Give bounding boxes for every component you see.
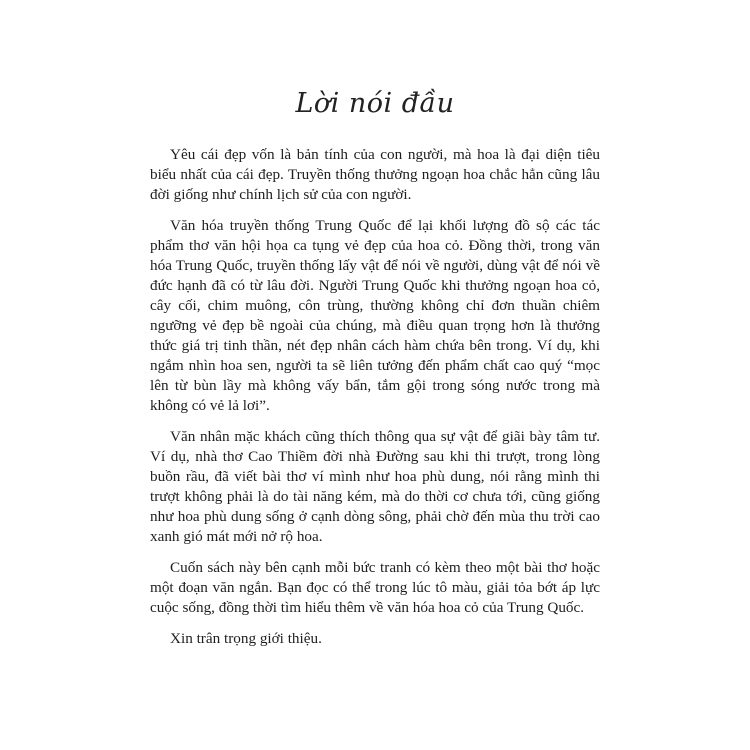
- paragraph-1: Yêu cái đẹp vốn là bản tính của con người, mà hoa là đại diện tiêu biểu nhất của cái đẹp. Truyền thống thưởng ngoạn hoa chắc hẳn cũng lâu đời giống như chính lịch sử của con người.: [150, 146, 600, 203]
- paragraph-5: Xin trân trọng giới thiệu.: [170, 630, 322, 647]
- paragraph-3: Văn nhân mặc khách cũng thích thông qua sự vật để giãi bày tâm tư. Ví dụ, nhà thơ Cao Thiềm đời nhà Đường sau khi thi trượt, trong lòng buồn rầu, đã viết bài thơ ví mình như hoa phù dung, nói rằng mình thi trượt không phải là do tài năng kém, mà do thời cơ chưa tới, cũng giống như hoa phù dung sống ở cạnh dòng sông, phải chờ đến mùa thu trời cao xanh gió mát mới nở rộ hoa.: [150, 428, 600, 545]
- page-title: Lời nói đầu: [295, 88, 455, 119]
- paragraph-4: Cuốn sách này bên cạnh mỗi bức tranh có kèm theo một bài thơ hoặc một đoạn văn ngắn. Bạn đọc có thể trong lúc tô màu, giải tỏa bớt áp lực cuộc sống, đồng thời tìm hiểu thêm về văn hóa hoa cỏ của Trung Quốc.: [150, 559, 600, 616]
- paragraph-2: Văn hóa truyền thống Trung Quốc để lại khối lượng đồ sộ các tác phẩm thơ văn hội họa ca tụng vẻ đẹp của hoa cỏ. Đồng thời, trong văn hóa Trung Quốc, truyền thống lấy vật để nói về người, dùng vật để nói về đức hạnh đã có từ lâu đời. Người Trung Quốc khi thưởng ngoạn hoa cỏ, cây cối, chim muông, côn trùng, thường không chỉ đơn thuần chiêm ngưỡng vẻ đẹp bề ngoài của chúng, mà điều quan trọng hơn là thưởng thức giá trị tinh thần, nét đẹp nhân cách hàm chứa bên trong. Ví dụ, khi ngắm nhìn hoa sen, người ta sẽ liên tưởng đến phẩm chất cao quý “mọc lên từ bùn lầy mà không vấy bẩn, tắm gội trong sóng nước trong mà không có vẻ lả lơi”.: [150, 217, 600, 414]
- body-text: [150, 145, 600, 660]
